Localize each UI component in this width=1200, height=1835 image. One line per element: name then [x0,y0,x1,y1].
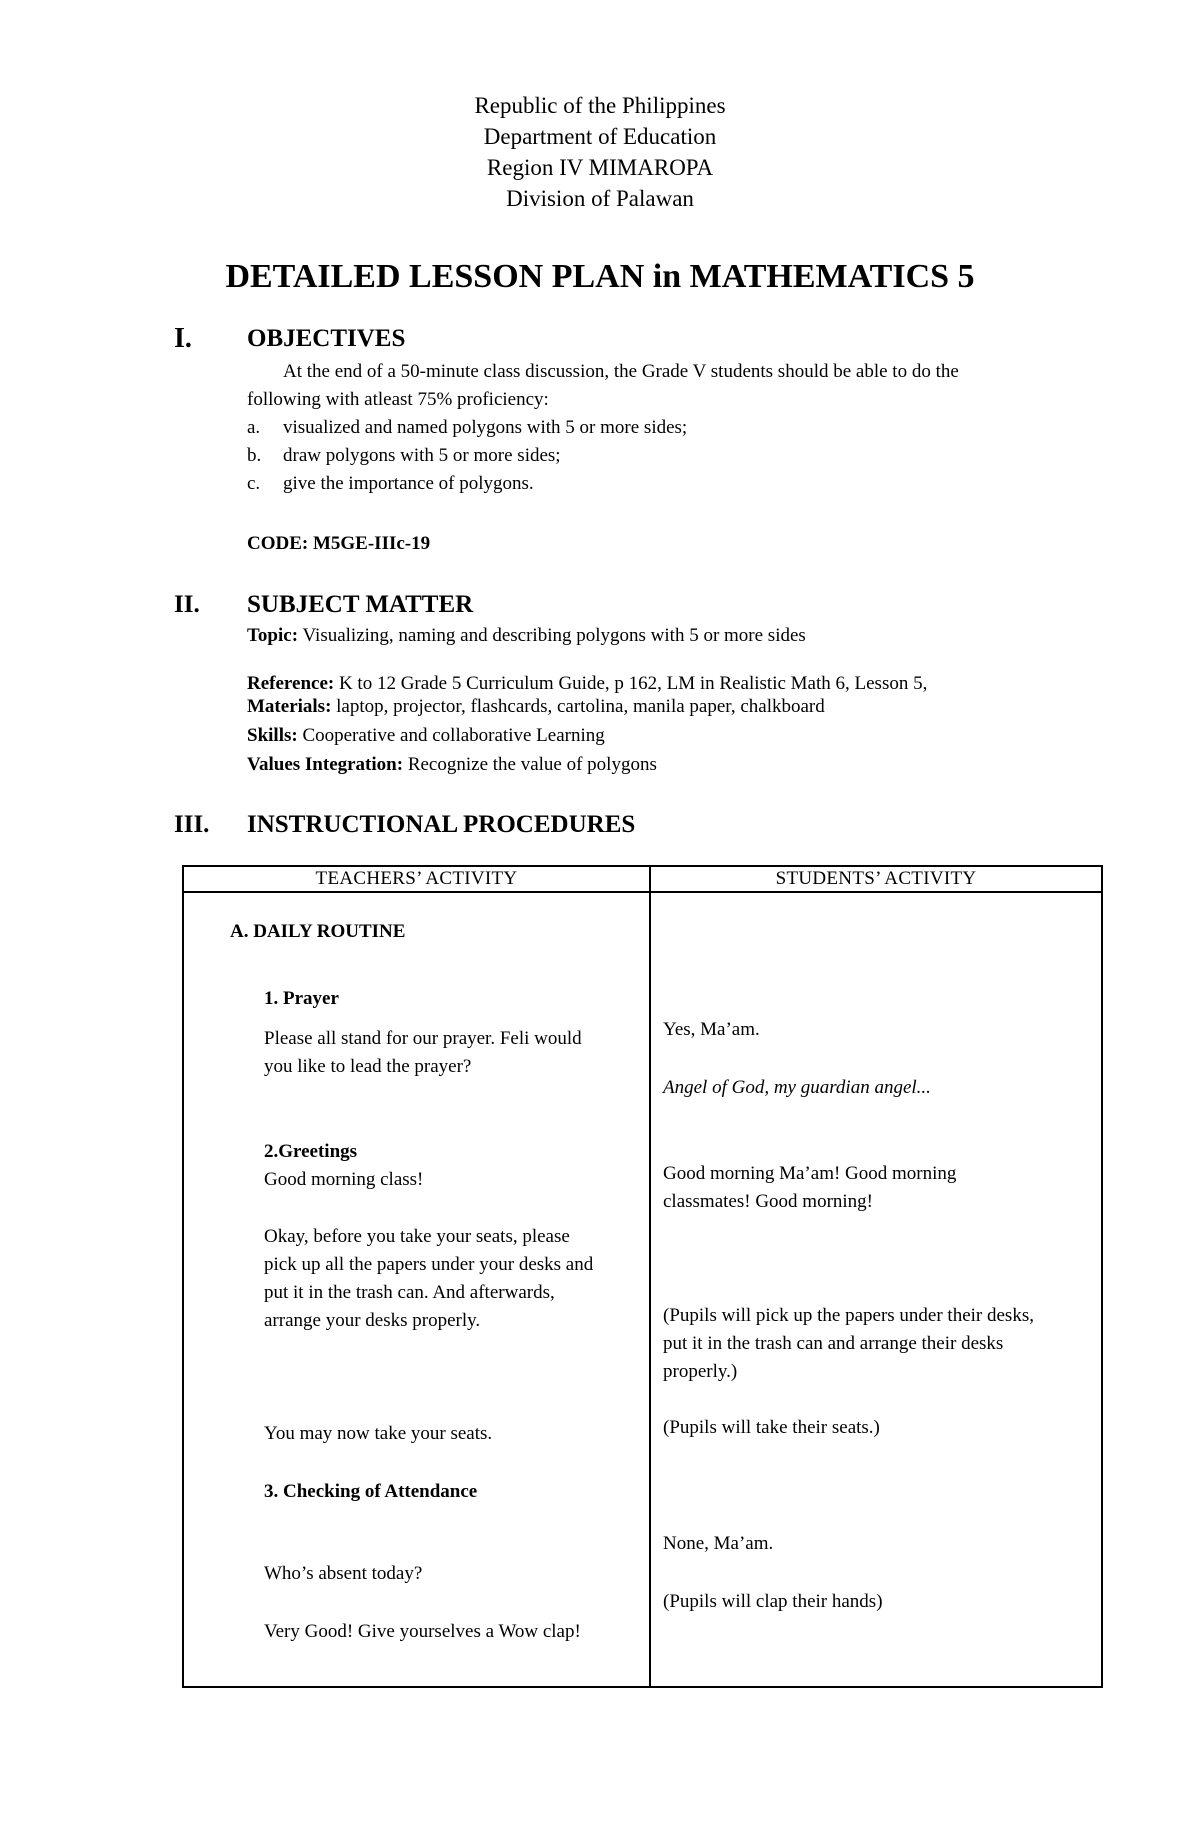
materials-label: Materials: [247,696,332,717]
list-item [247,470,687,498]
papers-teacher-line2: pick up all the papers under your desks and [264,1254,594,1275]
values-label: Values Integration: [247,754,404,775]
topic-line [247,622,806,650]
reference-label: Reference: [247,673,335,694]
topic-label: Topic: [247,625,299,646]
papers-teacher-line4: arrange your desks properly. [264,1310,481,1331]
absent-student: None, Ma’am. [663,1533,774,1554]
seats-student: (Pupils will take their seats.) [663,1417,880,1438]
section-heading-procedures: INSTRUCTIONAL PROCEDURES [247,811,636,838]
values-line [247,751,657,779]
greetings-heading: 2.Greetings [264,1141,358,1162]
objectives-list [247,414,687,498]
table-column-divider [649,865,651,1688]
section-heading-subject-matter: SUBJECT MATTER [247,591,474,618]
absent-teacher: Who’s absent today? [264,1563,423,1584]
section-number-objectives: I. [174,323,192,354]
skills-label: Skills: [247,725,298,746]
list-item [247,442,687,470]
materials-value: laptop, projector, flashcards, cartolina, manila paper, chalkboard [336,696,825,717]
list-marker: c. [247,473,261,494]
list-text: draw polygons with 5 or more sides; [283,445,561,466]
reference-value: K to 12 Grade 5 Curriculum Guide, p 162, LM in Realistic Math 6, Lesson 5, [338,673,928,694]
attendance-heading: 3. Checking of Attendance [264,1481,478,1502]
list-text: visualized and named polygons with 5 or more sides; [283,417,688,438]
document-header [0,90,1200,214]
greetings-teacher: Good morning class! [264,1169,424,1190]
header-division: Division of Palawan [506,186,694,211]
prayer-teacher-line2: you like to lead the prayer? [264,1056,472,1077]
objectives-intro-line1: At the end of a 50-minute class discussion, the Grade V students should be able to do the [283,361,959,382]
list-marker: b. [247,445,262,466]
prayer-student-reply: Yes, Ma’am. [663,1019,760,1040]
materials-line [247,693,825,721]
section-number-subject-matter: II. [174,591,200,618]
greetings-student-line2: classmates! Good morning! [663,1191,874,1212]
page-title: DETAILED LESSON PLAN in MATHEMATICS 5 [225,258,975,295]
topic-value: Visualizing, naming and describing polygons with 5 or more sides [302,625,806,646]
column-header-student: STUDENTS’ ACTIVITY [775,868,977,889]
objectives-code: CODE: M5GE-IIIc-19 [247,533,431,554]
skills-line [247,722,605,750]
table-header-divider [182,891,1103,893]
list-item [247,414,687,442]
papers-student-line2: put it in the trash can and arrange their desks [663,1333,1004,1354]
section-heading-objectives: OBJECTIVES [247,325,406,352]
clap-student: (Pupils will clap their hands) [663,1591,883,1612]
seats-teacher: You may now take your seats. [264,1423,493,1444]
daily-routine-heading: A. DAILY ROUTINE [230,921,406,942]
prayer-heading: 1. Prayer [264,988,339,1009]
header-republic: Republic of the Philippines [474,93,726,118]
objectives-intro-line2: following with atleast 75% proficiency: [247,389,549,410]
list-text: give the importance of polygons. [283,473,534,494]
prayer-teacher-line1: Please all stand for our prayer. Feli would [264,1028,582,1049]
header-region: Region IV MIMAROPA [486,155,714,180]
values-value: Recognize the value of polygons [407,754,657,775]
skills-value: Cooperative and collaborative Learning [302,725,605,746]
section-number-procedures: III. [174,811,210,838]
header-department: Department of Education [483,124,717,149]
clap-teacher: Very Good! Give yourselves a Wow clap! [264,1621,581,1642]
papers-teacher-line3: put it in the trash can. And afterwards, [264,1282,555,1303]
prayer-student-recital: Angel of God, my guardian angel... [663,1077,931,1098]
papers-teacher-line1: Okay, before you take your seats, please [264,1226,570,1247]
papers-student-line1: (Pupils will pick up the papers under their desks, [663,1305,1034,1326]
column-header-teacher: TEACHERS’ ACTIVITY [315,868,518,889]
greetings-student-line1: Good morning Ma’am! Good morning [663,1163,957,1184]
papers-student-line3: properly.) [663,1361,738,1382]
list-marker: a. [247,417,261,438]
